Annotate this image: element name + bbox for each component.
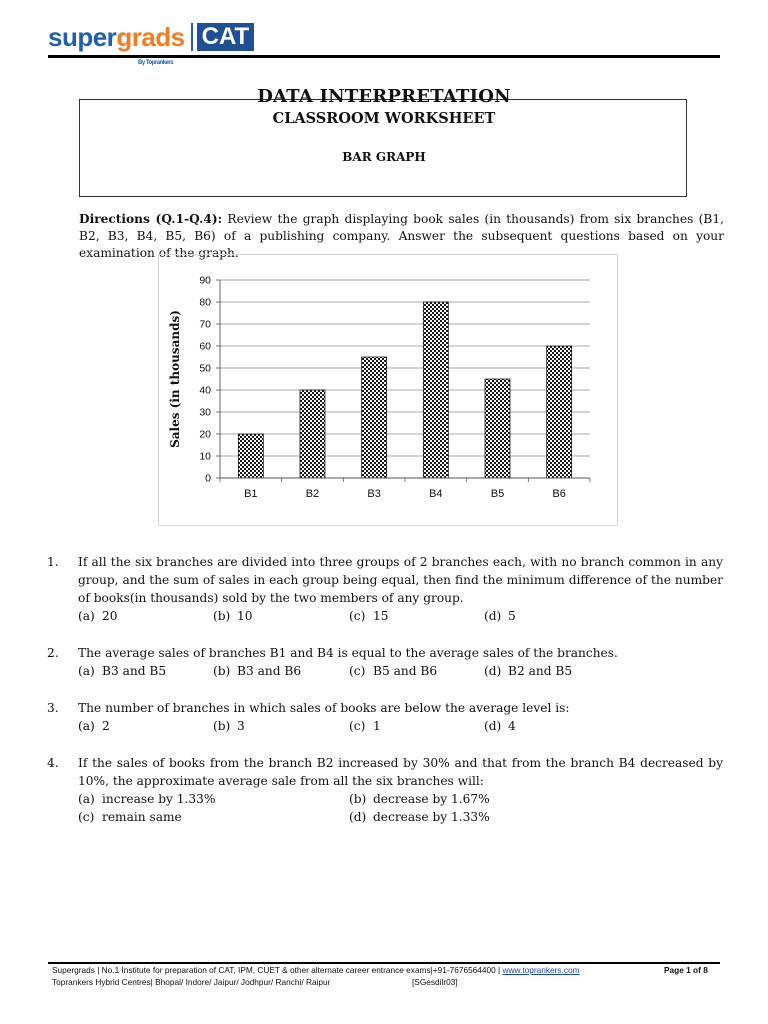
logo-text-super: super xyxy=(48,22,117,52)
option-b[interactable]: (b) 10 xyxy=(213,609,253,623)
question-text: If all the six branches are divided into three groups of 2 branches each, with no branch common in any group, and the sum of sales in each group being equal, then find the minimum difference of the number of books(in thousands) sold by the two members of any group. xyxy=(78,555,723,605)
page-title: DATA INTERPRETATION xyxy=(257,86,511,107)
x-tick-label: B6 xyxy=(552,488,566,500)
x-tick-label: B1 xyxy=(244,488,258,500)
option-b[interactable]: (b) B3 and B6 xyxy=(213,664,302,678)
question-text: If the sales of books from the branch B2 increased by 30% and that from the branch B4 decreased by 10%, the approximate average sale from all the six branches will: xyxy=(78,756,723,788)
y-tick-label: 30 xyxy=(199,406,211,419)
directions-label: Directions (Q.1-Q.4): xyxy=(79,212,223,226)
x-tick-label: B4 xyxy=(429,488,443,500)
option-b[interactable]: (b) 3 xyxy=(213,719,245,733)
x-tick-label: B3 xyxy=(367,488,381,500)
option-b[interactable]: (b) decrease by 1.67% xyxy=(349,792,490,806)
question-text: The average sales of branches B1 and B4 is equal to the average sales of the branches. xyxy=(78,646,618,660)
option-a[interactable]: (a) 2 xyxy=(78,719,110,733)
question-number: 3. xyxy=(47,701,59,715)
option-c[interactable]: (c) 15 xyxy=(349,609,389,623)
y-tick-label: 80 xyxy=(199,296,211,309)
directions-text: Review the graph displaying book sales (in thousands) from six branches (B1, B2, B3, B4, B5, B6) of a publishing company. Answer the subsequent questions based on your examination of the graph. xyxy=(79,212,724,260)
y-tick-label: 10 xyxy=(199,450,211,463)
bar-b4 xyxy=(423,302,448,478)
option-c[interactable]: (c) B5 and B6 xyxy=(349,664,438,678)
option-a[interactable]: (a) 20 xyxy=(78,609,118,623)
option-d[interactable]: (d) decrease by 1.33% xyxy=(349,810,490,824)
logo-text-grads: grads xyxy=(116,22,185,52)
x-tick-label: B2 xyxy=(305,488,320,500)
y-tick-label: 60 xyxy=(199,340,211,353)
option-d[interactable]: (d) 5 xyxy=(484,609,516,623)
question-number: 2. xyxy=(47,646,59,660)
y-tick-label: 0 xyxy=(205,472,211,485)
question-number: 1. xyxy=(47,555,59,569)
bar-b1 xyxy=(238,434,263,478)
bar-b5 xyxy=(485,379,510,478)
x-tick-label: B5 xyxy=(490,488,505,500)
option-c[interactable]: (c) 1 xyxy=(349,719,381,733)
footer-website-link[interactable]: www.toprankers.com xyxy=(502,965,580,975)
bar-b6 xyxy=(547,346,572,478)
y-tick-label: 70 xyxy=(199,318,211,331)
option-c[interactable]: (c) remain same xyxy=(78,810,182,824)
option-d[interactable]: (d) B2 and B5 xyxy=(484,664,573,678)
chart-gridlines xyxy=(220,280,590,456)
y-tick-label: 90 xyxy=(199,274,211,287)
logo-divider xyxy=(191,23,193,51)
logo-wordmark xyxy=(48,22,185,66)
y-tick-label: 50 xyxy=(199,362,211,375)
question-text: The number of branches in which sales of books are below the average level is: xyxy=(78,701,570,715)
y-tick-label: 40 xyxy=(199,384,211,397)
logo-badge-cat: CAT xyxy=(197,23,255,51)
question-number: 4. xyxy=(47,756,59,770)
logo-tagline: By Toprankers xyxy=(138,60,174,66)
section-title: BAR GRAPH xyxy=(342,150,426,164)
footer-divider xyxy=(48,962,720,964)
y-axis-title: Sales (in thousands) xyxy=(168,310,182,448)
footer-info: Supergrads | No.1 Institute for preparation of CAT, IPM, CUET & other alternate career entrance exams|+91-7676564400 | xyxy=(52,965,503,975)
footer-line-1 xyxy=(52,965,580,975)
page-header xyxy=(0,0,768,66)
document-code: [SGesdilr03] xyxy=(412,977,458,987)
option-d[interactable]: (d) 4 xyxy=(484,719,516,733)
supergrads-cat-logo xyxy=(48,22,254,66)
page-subtitle: CLASSROOM WORKSHEET xyxy=(272,110,496,127)
header-divider xyxy=(48,55,720,58)
bar-b3 xyxy=(362,357,387,478)
footer-line-2: Toprankers Hybrid Centres| Bhopal/ Indore/ Jaipur/ Jodhpur/ Ranchi/ Raipur xyxy=(52,977,331,987)
option-a[interactable]: (a) increase by 1.33% xyxy=(78,792,216,806)
y-tick-label: 20 xyxy=(199,428,211,441)
chart-axes xyxy=(216,280,590,482)
page-number: Page 1 of 8 xyxy=(664,965,708,975)
bar-b2 xyxy=(300,390,325,478)
option-a[interactable]: (a) B3 and B5 xyxy=(78,664,167,678)
bar-chart xyxy=(158,254,618,526)
